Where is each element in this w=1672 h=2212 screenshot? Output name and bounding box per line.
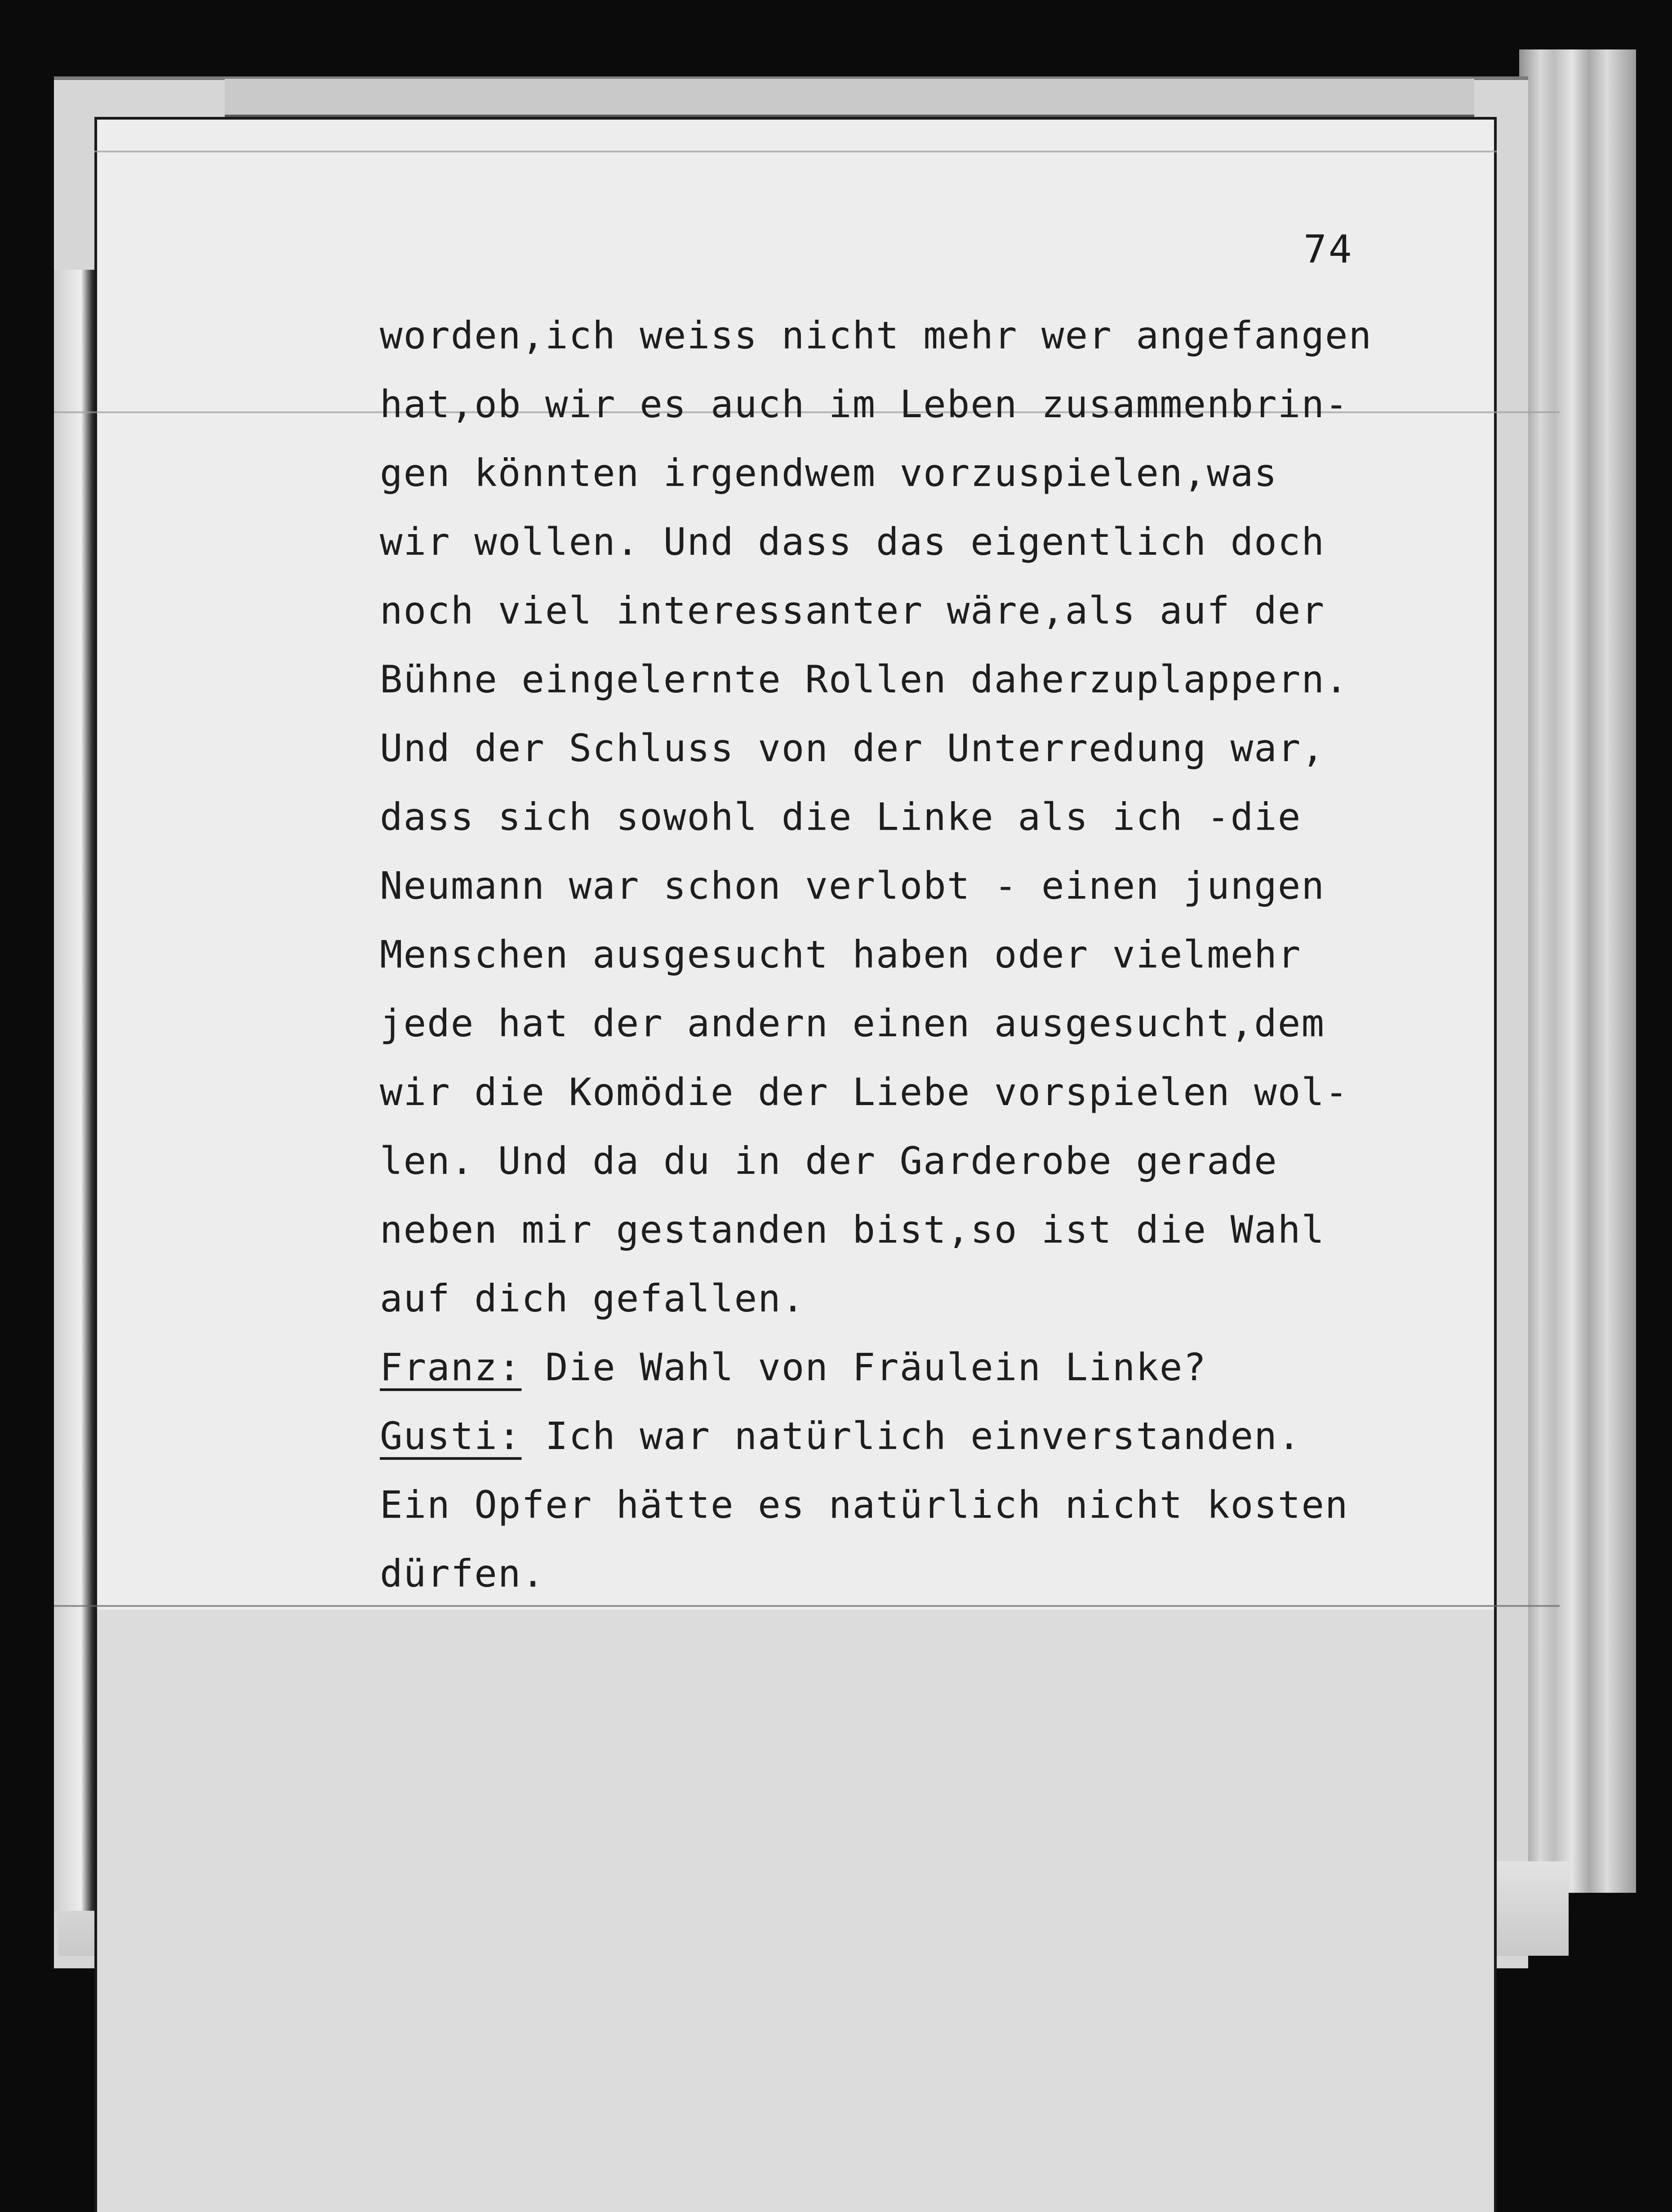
- text-line: len. Und da du in der Garderobe gerade: [380, 1139, 1278, 1183]
- guide-line: [94, 151, 1497, 152]
- dialogue-text: Die Wahl von Fräulein Linke?: [521, 1345, 1207, 1389]
- text-line: gen könnten irgendwem vorzuspielen,was: [380, 451, 1278, 495]
- text-line: neben mir gestanden bist,so ist die Wahl: [380, 1208, 1325, 1252]
- text-line: Ein Opfer hätte es natürlich nicht kosten: [380, 1483, 1349, 1527]
- text-line: wir die Komödie der Liebe vorspielen wol-: [380, 1070, 1349, 1114]
- dialogue-line-franz: [380, 1333, 1378, 1402]
- text-line: auf dich gefallen.: [380, 1276, 805, 1320]
- text-line: Bühne eingelernte Rollen daherzuplappern.: [380, 657, 1349, 701]
- typed-text-body: [380, 301, 1378, 1608]
- background-sheet-right: [1519, 49, 1636, 1893]
- text-line: dass sich sowohl die Linke als ich -die: [380, 795, 1302, 839]
- text-line: Neumann war schon verlobt - einen jungen: [380, 864, 1325, 908]
- text-line: Menschen ausgesucht haben oder vielmehr: [380, 932, 1302, 977]
- text-line: worden,ich weiss nicht mehr wer angefangen: [380, 313, 1373, 357]
- dialogue-line-gusti: [380, 1402, 1378, 1471]
- text-line: jede hat der andern einen ausgesucht,dem: [380, 1001, 1325, 1045]
- page-number: 74: [1303, 227, 1354, 272]
- speaker-name: Franz:: [380, 1345, 522, 1389]
- text-line: noch viel interessanter wäre,als auf der: [380, 589, 1325, 633]
- dialogue-text: Ich war natürlich einverstanden.: [521, 1414, 1302, 1458]
- page-lower-area: [97, 1610, 1494, 2212]
- text-line: hat,ob wir es auch im Leben zusammenbrin-: [380, 382, 1349, 426]
- text-line: dürfen.: [380, 1552, 546, 1596]
- text-line: wir wollen. Und dass das eigentlich doch: [380, 520, 1325, 564]
- speaker-name: Gusti:: [380, 1414, 522, 1458]
- background-sheet-top-strip: [225, 79, 1474, 117]
- text-line: Und der Schluss von der Unterredung war,: [380, 726, 1325, 770]
